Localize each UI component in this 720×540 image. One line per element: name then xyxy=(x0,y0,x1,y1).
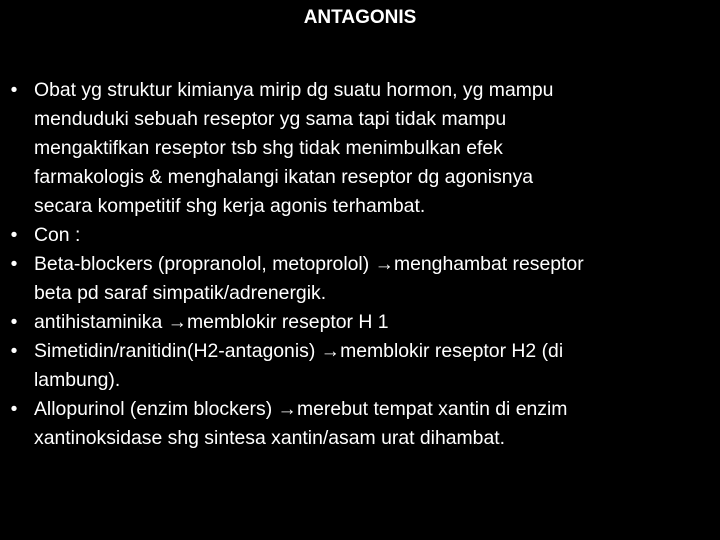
bullet-item xyxy=(0,337,720,395)
bullet-text-line: menduduki sebuah reseptor yg sama tapi tidak mampu xyxy=(34,108,507,130)
bullet-item xyxy=(0,250,720,308)
bullet-item xyxy=(0,76,720,221)
bullet-text-line: Allopurinol (enzim blockers) →merebut tempat xantin di enzim xyxy=(34,398,568,420)
bullet-text-line: mengaktifkan reseptor tsb shg tidak menimbulkan efek xyxy=(34,137,503,159)
bullet-marker: • xyxy=(10,311,18,333)
bullet-text-line: Simetidin/ranitidin(H2-antagonis) →memblokir reseptor H2 (di xyxy=(34,340,564,362)
bullet-item xyxy=(0,221,720,250)
bullet-list xyxy=(0,76,720,453)
bullet-marker: • xyxy=(10,253,18,275)
bullet-text-line: farmakologis & menghalangi ikatan reseptor dg agonisnya xyxy=(34,166,534,188)
slide-title: ANTAGONIS xyxy=(303,7,417,28)
bullet-text-line: secara kompetitif shg kerja agonis terhambat. xyxy=(34,195,426,217)
bullet-marker: • xyxy=(10,340,18,362)
bullet-text-line: lambung). xyxy=(34,369,121,391)
bullet-item xyxy=(0,308,720,337)
bullet-text-line: Beta-blockers (propranolol, metoprolol) →menghambat reseptor xyxy=(34,253,584,275)
bullet-item xyxy=(0,395,720,453)
bullet-text-line: Con : xyxy=(34,224,81,246)
bullet-text-line: xantinoksidase shg sintesa xantin/asam urat dihambat. xyxy=(34,427,506,449)
bullet-text-line: Obat yg struktur kimianya mirip dg suatu hormon, yg mampu xyxy=(34,79,554,101)
bullet-marker: • xyxy=(10,79,18,101)
bullet-marker: • xyxy=(10,398,18,420)
bullet-marker: • xyxy=(10,224,18,246)
bullet-text-line: antihistaminika →memblokir reseptor H 1 xyxy=(34,311,389,333)
bullet-text-line: beta pd saraf simpatik/adrenergik. xyxy=(34,282,327,304)
